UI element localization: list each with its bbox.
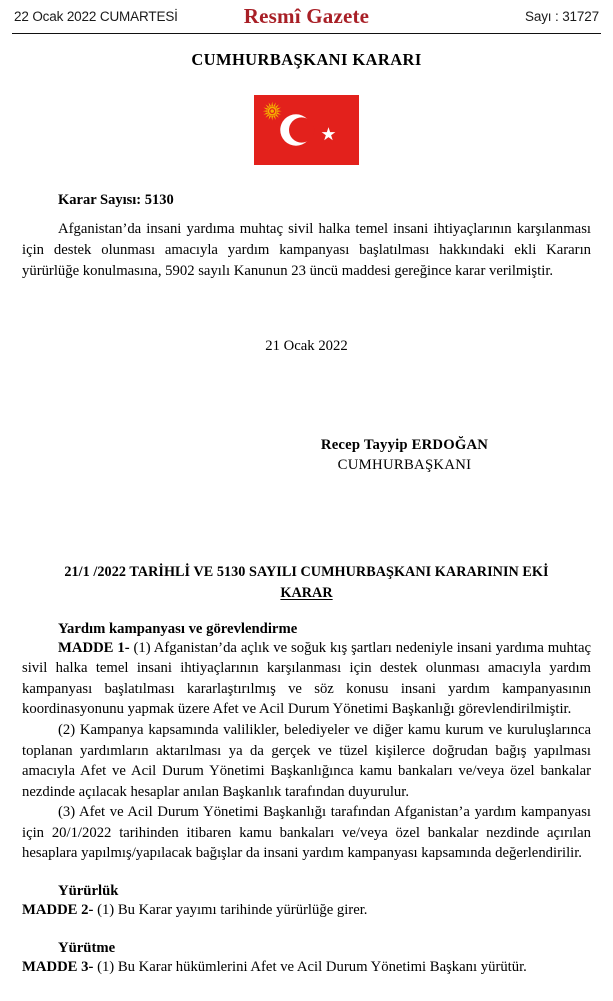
signer-name: Recep Tayyip ERDOĞAN xyxy=(320,436,489,453)
madde-3-label: MADDE 3- xyxy=(22,958,94,975)
masthead-divider xyxy=(12,33,601,34)
masthead-title: Resmî Gazete xyxy=(243,4,370,28)
decision-date: 21 Ocak 2022 xyxy=(265,337,348,354)
annex-title-line1: 21/1 /2022 TARİHLİ VE 5130 SAYILI CUMHURBAŞKANI KARARININ EKİ xyxy=(64,563,549,580)
madde-3-paragraph xyxy=(22,957,591,978)
masthead-issue-number: Sayı : 31727 xyxy=(524,9,599,24)
masthead-date: 22 Ocak 2022 CUMARTESİ xyxy=(14,9,178,24)
document-heading: CUMHURBAŞKANI KARARI xyxy=(191,50,422,69)
madde-1-paragraph-3: (3) Afet ve Acil Durum Yönetimi Başkanlığı tarafından Afganistan’a yardım kampanyası için 20/1/2022 tarihinden itibaren kamu bankaları ve/veya özel bankalar nezdinde açırılan hesaplara yapılmış/yapılacak bağışlar da insani yardım kampanyası kapsamında değerlendirilir. xyxy=(22,804,591,862)
flag-container xyxy=(0,95,613,165)
madde-1-paragraph-2: (2) Kampanya kapsamında valilikler, belediyeler ve diğer kamu kurum ve kuruluşlarınca toplanan yardımların aktarılması ya da gerçek ve tüzel kişilerce doğrudan bağış yapılması amacıyla Afet ve Acil Durum Yönetimi Başkanlığınca kamu bankaları ve/veya özel bankalar nezdinde açılacak hesaplar anılan Başkanlık tarafından duyurulur. xyxy=(22,721,591,800)
document-body xyxy=(0,192,613,977)
annex-title xyxy=(22,562,591,604)
section-heading-2: Yürürlük xyxy=(58,883,119,900)
madde-2-text: (1) Bu Karar yayımı tarihinde yürürlüğe girer. xyxy=(93,902,368,919)
section-heading-3: Yürütme xyxy=(58,939,116,956)
madde-2-paragraph xyxy=(22,900,591,921)
signature-block xyxy=(22,437,591,474)
turkish-presidential-flag-icon xyxy=(254,95,359,165)
madde-2-label: MADDE 2- xyxy=(22,902,94,919)
annex-title-line2: KARAR xyxy=(280,584,333,601)
madde-1-paragraph-1 xyxy=(22,638,591,720)
masthead xyxy=(0,0,613,33)
madde-1-label: MADDE 1- xyxy=(58,639,130,656)
decision-body-paragraph: Afganistan’da insani yardıma muhtaç sivil halka temel insani ihtiyaçlarının karşılanması için destek olunması amacıyla yardım kampanyası başlatılması hakkındaki ekli Kararın yürürlüğe konulmasına, 5902 sayılı Kanunun 23 üncü maddesi gereğince karar verilmiştir. xyxy=(22,221,591,279)
annex-section xyxy=(22,562,591,978)
decision-number: Karar Sayısı: 5130 xyxy=(58,192,174,208)
section-heading-1: Yardım kampanyası ve görevlendirme xyxy=(58,620,298,637)
madde-1-text-1: (1) Afganistan’da açlık ve soğuk kış şartları nedeniyle insani yardıma muhtaç sivil halka temel insani ihtiyaçlarının karşılanması için destek olunması amacıyla yardım kampanyası başlatılması kararlaştırılmış ve söz konusu insani yardım kampanyasının koordinasyonunu yapmak üzere Afet ve Acil Durum Yönetimi Başkanlığı görevlendirilmiştir. xyxy=(22,639,591,718)
madde-3-text: (1) Bu Karar hükümlerini Afet ve Acil Durum Yönetimi Başkanı yürütür. xyxy=(93,958,527,975)
signer-title: CUMHURBAŞKANI xyxy=(337,456,472,473)
